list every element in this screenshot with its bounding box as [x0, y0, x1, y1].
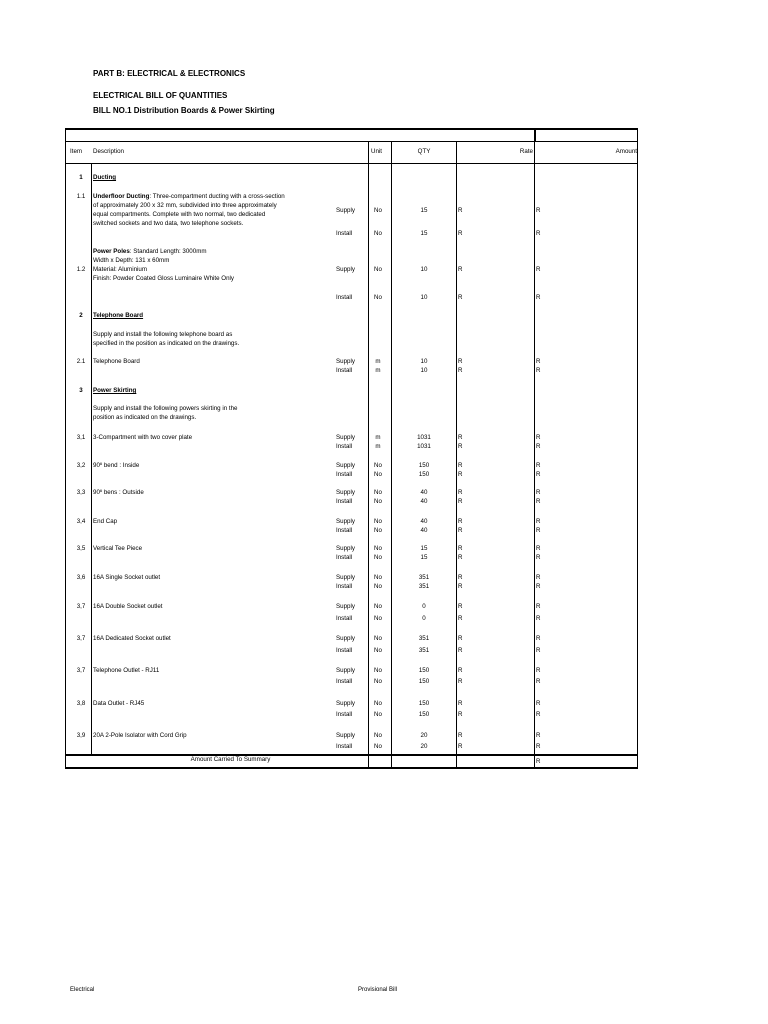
section-intro-line: specified in the position as indicated on the drawings.	[93, 340, 240, 347]
unit-measure: No	[374, 554, 382, 561]
amount-cell: R	[536, 443, 541, 450]
quantity: 150	[418, 471, 430, 478]
summary-amount: R	[536, 758, 541, 765]
table-band-border	[65, 141, 638, 142]
amount-cell: R	[536, 700, 541, 707]
item-number: 3,2	[76, 462, 86, 469]
item-label: Underfloor Ducting	[93, 193, 150, 200]
quantity: 0	[422, 615, 426, 622]
item-number: 2.1	[76, 358, 86, 365]
unit-type: Install	[336, 367, 353, 374]
quantity: 15	[420, 207, 428, 214]
item-description: Vertical Tee Piece	[93, 545, 143, 552]
unit-type: Supply	[336, 434, 355, 441]
rate-cell: R	[458, 443, 463, 450]
unit-type: Install	[336, 743, 353, 750]
quantity: 351	[418, 574, 430, 581]
item-number: 3,8	[76, 700, 86, 707]
unit-measure: No	[374, 489, 382, 496]
amount-cell: R	[536, 635, 541, 642]
unit-type: Supply	[336, 574, 355, 581]
unit-type: Supply	[336, 207, 355, 214]
unit-measure: No	[374, 230, 382, 237]
unit-measure: No	[374, 583, 382, 590]
item-description: 16A Double Socket outlet	[93, 603, 163, 610]
section-number: 3	[79, 387, 83, 394]
item-description: 20A 2-Pole Isolator with Cord Grip	[93, 732, 187, 739]
item-number: 1.2	[76, 266, 86, 273]
unit-type: Supply	[336, 266, 355, 273]
item-description-line: Finish: Powder Coated Gloss Luminaire White Only	[93, 275, 234, 282]
rate-cell: R	[458, 545, 463, 552]
amount-cell: R	[536, 678, 541, 685]
rate-cell: R	[458, 743, 463, 750]
unit-type: Supply	[336, 603, 355, 610]
item-number: 3,3	[76, 489, 86, 496]
rate-cell: R	[458, 615, 463, 622]
unit-measure: No	[374, 498, 382, 505]
quantity: 10	[420, 266, 428, 273]
col-header-item: Item	[70, 148, 83, 155]
unit-type: Install	[336, 711, 353, 718]
header-bottom-border	[65, 163, 638, 164]
item-description-line: Material: Aluminium	[93, 266, 147, 273]
quantity: 40	[420, 489, 428, 496]
quantity: 20	[420, 743, 428, 750]
document-title: ELECTRICAL BILL OF QUANTITIES	[93, 91, 228, 100]
unit-measure: No	[374, 518, 382, 525]
item-description: Telephone Board	[93, 358, 140, 365]
amount-cell: R	[536, 647, 541, 654]
unit-measure: No	[374, 266, 382, 273]
rate-cell: R	[458, 358, 463, 365]
unit-measure: No	[374, 635, 382, 642]
unit-type: Supply	[336, 732, 355, 739]
unit-type: Install	[336, 527, 353, 534]
col-header-description: Description	[93, 148, 124, 155]
rate-cell: R	[458, 574, 463, 581]
unit-measure: No	[374, 545, 382, 552]
item-label: Power Poles	[93, 248, 130, 255]
amount-cell: R	[536, 667, 541, 674]
rate-cell: R	[458, 207, 463, 214]
rate-cell: R	[458, 711, 463, 718]
unit-measure: No	[374, 207, 382, 214]
unit-measure: No	[374, 615, 382, 622]
item-number: 1.1	[76, 193, 86, 200]
unit-measure: No	[374, 471, 382, 478]
amount-cell: R	[536, 294, 541, 301]
col-header-amount: Amount	[615, 148, 637, 155]
amount-cell: R	[536, 367, 541, 374]
item-description: 16A Single Socket outlet	[93, 574, 161, 581]
col-header-unit: Unit	[371, 148, 383, 155]
amount-cell: R	[536, 434, 541, 441]
amount-cell: R	[536, 230, 541, 237]
unit-type: Install	[336, 678, 353, 685]
section-intro-line: Supply and install the following powers skirting in the	[93, 405, 238, 412]
summary-label: Amount Carried To Summary	[190, 756, 271, 763]
rate-cell: R	[458, 518, 463, 525]
quantity: 150	[418, 700, 430, 707]
amount-cell: R	[536, 518, 541, 525]
unit-measure: No	[374, 527, 382, 534]
item-description: 90º bend : Inside	[93, 462, 140, 469]
amount-cell: R	[536, 358, 541, 365]
unit-type: Supply	[336, 358, 355, 365]
rate-cell: R	[458, 583, 463, 590]
unit-measure: No	[374, 732, 382, 739]
table-top-border	[65, 128, 638, 130]
amount-cell: R	[536, 574, 541, 581]
unit-type: Install	[336, 647, 353, 654]
rate-cell: R	[458, 635, 463, 642]
quantity: 10	[420, 358, 428, 365]
table-bottom-border	[65, 767, 638, 769]
rate-cell: R	[458, 603, 463, 610]
item-number: 3,5	[76, 545, 86, 552]
amount-cell: R	[536, 732, 541, 739]
unit-type: Install	[336, 471, 353, 478]
item-label-rest: : Standard Length: 3000mm	[129, 248, 207, 255]
unit-type: Install	[336, 230, 353, 237]
rate-cell: R	[458, 667, 463, 674]
item-number: 3,7	[76, 635, 86, 642]
unit-type: Install	[336, 583, 353, 590]
unit-measure: No	[374, 603, 382, 610]
item-number: 3,4	[76, 518, 86, 525]
quantity: 351	[418, 647, 430, 654]
unit-type: Install	[336, 443, 353, 450]
unit-measure: No	[374, 574, 382, 581]
rate-cell: R	[458, 732, 463, 739]
rate-cell: R	[458, 434, 463, 441]
item-description-line: equal compartments. Complete with two normal, two dedicated	[93, 211, 266, 218]
amount-cell: R	[536, 545, 541, 552]
unit-type: Supply	[336, 518, 355, 525]
col-line-rate	[456, 141, 457, 768]
item-description: End Cap	[93, 518, 118, 525]
rate-cell: R	[458, 462, 463, 469]
col-line-left	[65, 128, 66, 769]
quantity: 10	[420, 367, 428, 374]
section-intro-line: position as indicated on the drawings.	[93, 414, 197, 421]
quantity: 1031	[417, 434, 431, 441]
unit-measure: m	[375, 367, 381, 374]
bill-title: BILL NO.1 Distribution Boards & Power Skirting	[93, 106, 275, 115]
rate-cell: R	[458, 294, 463, 301]
quantity: 40	[420, 498, 428, 505]
part-heading: PART B: ELECTRICAL & ELECTRONICS	[93, 69, 246, 78]
item-number: 3,9	[76, 732, 86, 739]
item-description-line: Width x Depth: 131 x 60mm	[93, 257, 170, 264]
amount-cell: R	[536, 615, 541, 622]
unit-measure: No	[374, 294, 382, 301]
unit-measure: No	[374, 647, 382, 654]
section-number: 2	[79, 312, 83, 319]
amount-cell: R	[536, 554, 541, 561]
quantity: 15	[420, 230, 428, 237]
col-line-band	[534, 128, 536, 142]
quantity: 1031	[417, 443, 431, 450]
item-number: 3,1	[76, 434, 86, 441]
rate-cell: R	[458, 498, 463, 505]
amount-cell: R	[536, 583, 541, 590]
rate-cell: R	[458, 700, 463, 707]
rate-cell: R	[458, 489, 463, 496]
quantity: 20	[420, 732, 428, 739]
item-description: 90º bens : Outside	[93, 489, 144, 496]
amount-cell: R	[536, 207, 541, 214]
item-description-line	[93, 248, 207, 256]
item-description: Data Outlet - RJ45	[93, 700, 145, 707]
unit-type: Supply	[336, 489, 355, 496]
item-number: 3,7	[76, 667, 86, 674]
unit-type: Supply	[336, 700, 355, 707]
item-description: 16A Dedicated Socket outlet	[93, 635, 171, 642]
quantity: 0	[422, 603, 426, 610]
rate-cell: R	[458, 471, 463, 478]
unit-type: Install	[336, 554, 353, 561]
amount-cell: R	[536, 603, 541, 610]
amount-cell: R	[536, 489, 541, 496]
quantity: 150	[418, 667, 430, 674]
amount-cell: R	[536, 711, 541, 718]
unit-type: Supply	[336, 667, 355, 674]
item-number: 3,6	[76, 574, 86, 581]
amount-cell: R	[536, 471, 541, 478]
item-description: Telephone Outlet - RJ11	[93, 667, 160, 674]
quantity: 15	[420, 545, 428, 552]
rate-cell: R	[458, 647, 463, 654]
rate-cell: R	[458, 230, 463, 237]
unit-measure: No	[374, 743, 382, 750]
quantity: 150	[418, 711, 430, 718]
unit-type: Supply	[336, 635, 355, 642]
col-line-amount	[534, 141, 535, 768]
unit-measure: m	[375, 358, 381, 365]
col-line-right	[637, 128, 638, 769]
quantity: 40	[420, 527, 428, 534]
quantity: 351	[418, 583, 430, 590]
item-number: 3,7	[76, 603, 86, 610]
unit-measure: No	[374, 678, 382, 685]
quantity: 150	[418, 462, 430, 469]
unit-type: Install	[336, 294, 353, 301]
amount-cell: R	[536, 266, 541, 273]
footer-left: Electrical	[70, 987, 95, 993]
quantity: 351	[418, 635, 430, 642]
item-description: 3-Compartment with two cover plate	[93, 434, 193, 441]
section-number: 1	[79, 174, 83, 181]
item-description-line	[93, 193, 285, 201]
rate-cell: R	[458, 266, 463, 273]
quantity: 10	[420, 294, 428, 301]
section-title: Power Skirting	[93, 387, 137, 394]
section-title: Ducting	[93, 174, 117, 181]
unit-measure: No	[374, 667, 382, 674]
rate-cell: R	[458, 678, 463, 685]
rate-cell: R	[458, 367, 463, 374]
unit-type: Install	[336, 498, 353, 505]
rate-cell: R	[458, 554, 463, 561]
footer-center: Provisional Bill	[358, 987, 398, 993]
quantity: 150	[418, 678, 430, 685]
rate-cell: R	[458, 527, 463, 534]
col-header-rate: Rate	[519, 148, 533, 155]
section-title: Telephone Board	[93, 312, 144, 319]
item-label-rest: : Three-compartment ducting with a cross-section	[149, 193, 285, 200]
unit-type: Supply	[336, 462, 355, 469]
unit-type: Supply	[336, 545, 355, 552]
col-line-item	[91, 163, 92, 754]
amount-cell: R	[536, 498, 541, 505]
amount-cell: R	[536, 462, 541, 469]
section-intro-line: Supply and install the following telephone board as	[93, 331, 233, 338]
item-description-line: of approximately 200 x 32 mm, subdivided into three approximately	[93, 202, 277, 209]
quantity: 40	[420, 518, 428, 525]
unit-measure: No	[374, 700, 382, 707]
quantity: 15	[420, 554, 428, 561]
amount-cell: R	[536, 527, 541, 534]
unit-measure: m	[375, 443, 381, 450]
col-header-qty: QTY	[417, 148, 431, 155]
item-description-line: switched sockets and two data, two telephone sockets.	[93, 220, 244, 227]
unit-measure: No	[374, 462, 382, 469]
unit-type: Install	[336, 615, 353, 622]
unit-measure: No	[374, 711, 382, 718]
unit-measure: m	[375, 434, 381, 441]
amount-cell: R	[536, 743, 541, 750]
